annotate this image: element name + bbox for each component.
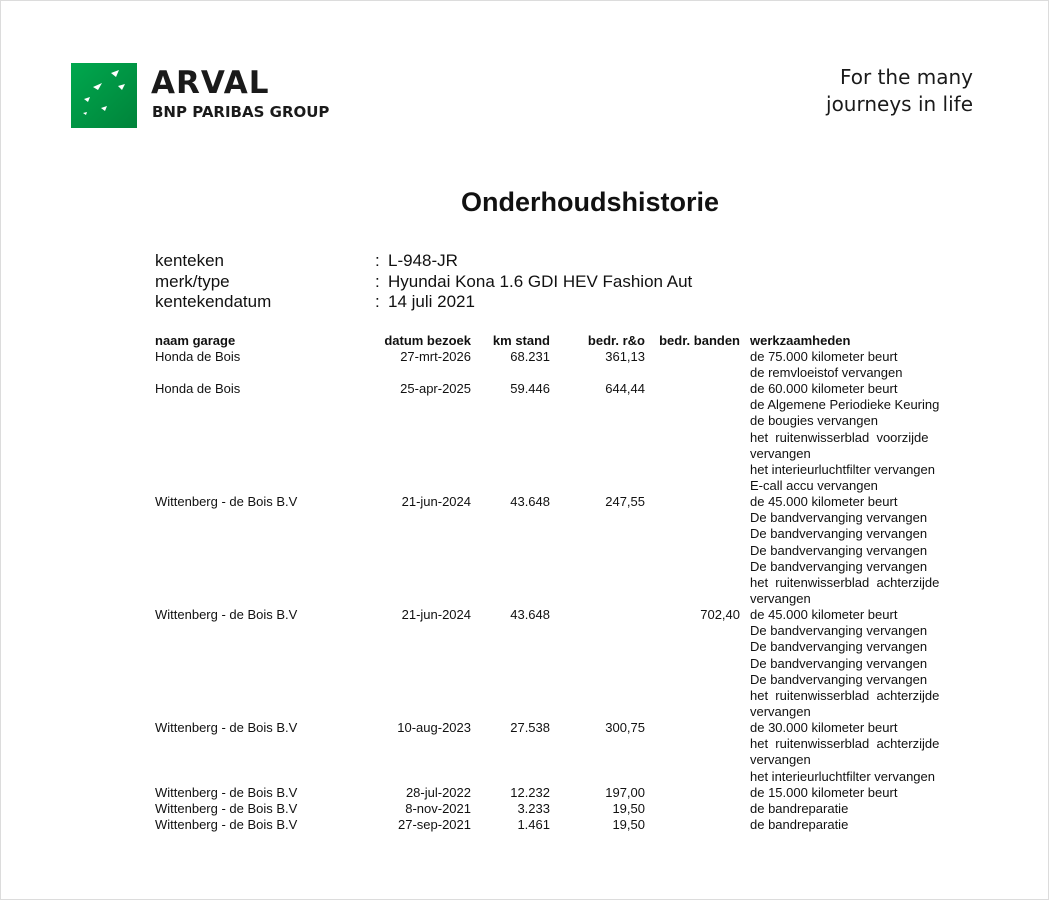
cell-werkzaamheden <box>750 349 902 381</box>
cell-ro: 644,44 <box>605 381 645 396</box>
cell-banden: 702,40 <box>700 607 740 622</box>
arval-logo-icon <box>71 63 137 128</box>
cell-werkzaamheden <box>750 817 848 833</box>
work-item: de bougies vervangen <box>750 413 878 429</box>
work-item: de 75.000 kilometer beurt <box>750 349 898 364</box>
cell-werkzaamheden <box>750 785 897 801</box>
slogan <box>826 64 973 118</box>
cell-werkzaamheden <box>750 607 939 720</box>
cell-werkzaamheden <box>750 720 939 785</box>
cell-km: 68.231 <box>510 349 550 364</box>
cell-km: 43.648 <box>510 607 550 622</box>
cell-km: 1.461 <box>517 817 550 832</box>
cell-ro: 300,75 <box>605 720 645 735</box>
work-item: De bandvervanging vervangen <box>750 671 928 687</box>
work-item: vervangen <box>750 704 811 720</box>
info-row-kentekendatum <box>155 292 692 313</box>
cell-km: 12.232 <box>510 785 550 800</box>
cell-ro: 19,50 <box>612 801 645 816</box>
work-item: het interieurluchtfilter vervangen <box>750 461 935 477</box>
work-item: E-call accu vervangen <box>750 478 878 494</box>
work-item: de 15.000 kilometer beurt <box>750 785 898 800</box>
work-item: de Algemene Periodieke Keuring <box>750 397 940 413</box>
cell-datum: 8-nov-2021 <box>405 801 471 816</box>
brand-name: ARVAL <box>151 65 270 101</box>
work-item: de remvloeistof vervangen <box>750 365 903 381</box>
cell-garage: Honda de Bois <box>155 349 241 364</box>
work-item: de 45.000 kilometer beurt <box>750 494 898 509</box>
cell-km: 59.446 <box>510 381 550 396</box>
cell-datum: 21-jun-2024 <box>401 607 471 622</box>
work-item: de 60.000 kilometer beurt <box>750 381 898 396</box>
work-item: De bandvervanging vervangen <box>750 510 928 526</box>
info-row-kenteken <box>155 251 692 272</box>
page-title: Onderhoudshistorie <box>460 187 720 217</box>
work-item: het ruitenwisserblad achterzijde <box>750 687 940 703</box>
vehicle-info <box>155 251 692 313</box>
cell-km: 3.233 <box>517 801 550 816</box>
cell-garage: Honda de Bois <box>155 381 241 396</box>
cell-datum: 25-apr-2025 <box>400 381 471 396</box>
cell-garage: Wittenberg - de Bois B.V <box>155 494 298 509</box>
cell-datum: 28-jul-2022 <box>405 785 471 800</box>
work-item: De bandvervanging vervangen <box>750 655 928 671</box>
header-banden: bedr. banden <box>659 333 740 348</box>
work-item: het ruitenwisserblad voorzijde <box>750 429 929 445</box>
slogan-line: journeys in life <box>826 92 973 116</box>
work-item: De bandvervanging vervangen <box>750 526 928 542</box>
work-item: vervangen <box>750 445 811 461</box>
work-item: de 45.000 kilometer beurt <box>750 607 898 622</box>
work-item: het ruitenwisserblad achterzijde <box>750 736 940 752</box>
work-item: de 30.000 kilometer beurt <box>750 720 898 735</box>
cell-werkzaamheden <box>750 801 848 817</box>
cell-ro: 247,55 <box>605 494 645 509</box>
header-datum: datum bezoek <box>384 333 471 348</box>
cell-km: 27.538 <box>510 720 550 735</box>
cell-garage: Wittenberg - de Bois B.V <box>155 785 298 800</box>
cell-datum: 10-aug-2023 <box>397 720 471 735</box>
cell-garage: Wittenberg - de Bois B.V <box>155 801 298 816</box>
cell-garage: Wittenberg - de Bois B.V <box>155 720 298 735</box>
header-ro: bedr. r&o <box>587 333 645 348</box>
cell-garage: Wittenberg - de Bois B.V <box>155 817 298 832</box>
cell-km: 43.648 <box>510 494 550 509</box>
work-item: De bandvervanging vervangen <box>750 542 928 558</box>
cell-ro: 197,00 <box>605 785 645 800</box>
info-separator: : <box>375 271 380 291</box>
cell-datum: 21-jun-2024 <box>401 494 471 509</box>
work-item: De bandvervanging vervangen <box>750 623 928 639</box>
cell-werkzaamheden <box>750 381 939 494</box>
info-row-merk-type <box>155 272 692 293</box>
info-separator: : <box>375 251 380 270</box>
info-value: 14 juli 2021 <box>388 292 475 311</box>
work-item: De bandvervanging vervangen <box>750 558 928 574</box>
slogan-line: For the many <box>839 65 973 89</box>
work-item: De bandvervanging vervangen <box>750 639 928 655</box>
header-garage: naam garage <box>155 333 236 348</box>
work-item: het ruitenwisserblad achterzijde <box>750 574 940 590</box>
info-label: kentekendatum <box>155 292 272 311</box>
header-werkzaamheden: werkzaamheden <box>750 333 851 348</box>
work-item: de bandreparatie <box>750 801 849 816</box>
cell-ro: 19,50 <box>612 817 645 832</box>
info-value: Hyundai Kona 1.6 GDI HEV Fashion Aut <box>388 271 693 291</box>
work-item: het interieurluchtfilter vervangen <box>750 768 935 784</box>
info-value: L-948-JR <box>388 251 458 270</box>
cell-ro: 361,13 <box>605 349 645 364</box>
cell-garage: Wittenberg - de Bois B.V <box>155 607 298 622</box>
cell-werkzaamheden <box>750 494 939 607</box>
header-km: km stand <box>492 333 550 348</box>
cell-datum: 27-sep-2021 <box>398 817 471 832</box>
work-item: vervangen <box>750 752 811 768</box>
work-item: vervangen <box>750 591 811 607</box>
info-separator: : <box>375 292 380 311</box>
info-label: merk/type <box>155 271 230 291</box>
brand-group: BNP PARIBAS GROUP <box>152 103 330 121</box>
info-label: kenteken <box>155 251 224 270</box>
cell-datum: 27-mrt-2026 <box>400 349 471 364</box>
work-item: de bandreparatie <box>750 817 849 832</box>
